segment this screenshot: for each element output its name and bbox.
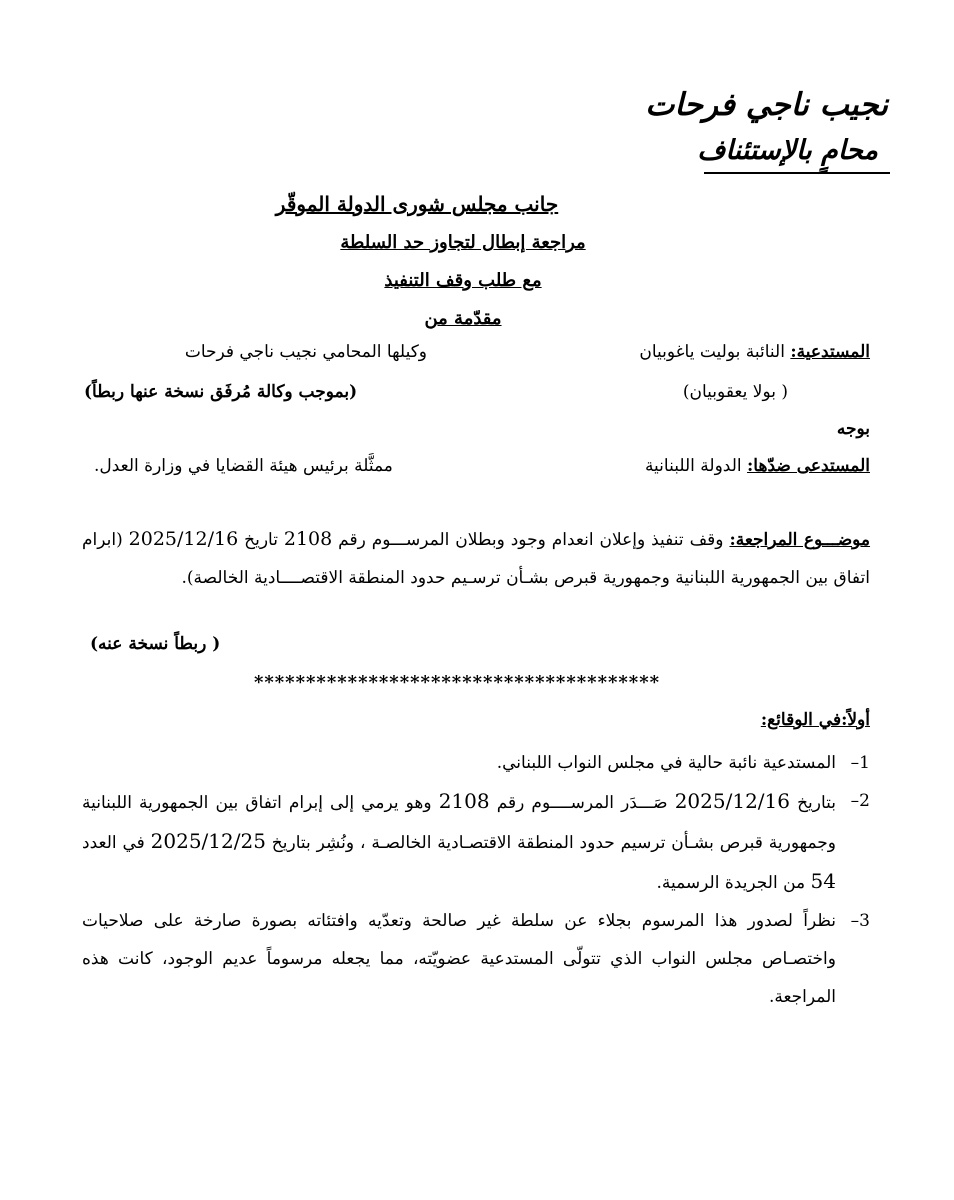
separator-line	[0, 672, 954, 693]
separator-stars: ***************************************	[253, 672, 661, 693]
respondent-representative: ممثَّلة برئيس هيئة القضايا في وزارة العدل.	[94, 456, 393, 476]
applicant-name: النائبة بوليت ياغوبيان	[639, 342, 785, 362]
subject-label: موضـــوع المراجعة:	[729, 530, 871, 550]
fact-number: 3–	[850, 911, 870, 931]
fact-text	[82, 782, 836, 902]
lawyer-name: نجيب ناجي فرحات	[645, 87, 888, 123]
submitted-by-heading: مقدّمة من	[424, 308, 502, 329]
court-heading: جانب مجلس شورى الدولة الموقّر	[275, 192, 559, 216]
fact-2-issue-number: 54	[810, 869, 836, 893]
agency-note: (بموجب وكالة مُرفَق نسخة عنها ربطاً)	[84, 382, 358, 402]
applicant-alias: ( بولا يعقوبيان)	[682, 382, 788, 402]
against-word: بوجه	[836, 419, 870, 439]
copy-attached-note: ( ربطاً نسخة عنه)	[90, 634, 221, 654]
stay-heading: مع طلب وقف التنفيذ	[384, 270, 542, 291]
fact-2-text-c: وهو يرمي إلى إبرام اتفاق بين الجمهورية اللبنانية وجمهورية قبرص بشـأن ترسيم حدود المنطقة الاقتصـادية الخالصـة ، ونُشِر بتاريخ	[82, 793, 836, 853]
subject-text-3: (ابرام اتفاق بين الجمهورية اللبنانية وجمهورية قبرص بشـأن ترسـيم حدود المنطقة الاقتصــــادية الخالصة).	[82, 530, 870, 588]
fact-number: 2–	[850, 791, 870, 811]
fact-2-text-b: صَـــدَر المرســــوم رقم	[496, 793, 668, 813]
fact-item-1	[82, 744, 870, 782]
fact-2-date-issued: 2025/12/16	[674, 789, 790, 813]
subject-paragraph	[82, 520, 870, 597]
fact-2-text-e: من الجريدة الرسمية.	[656, 873, 806, 893]
subject-decree-number: 2108	[283, 528, 333, 550]
fact-2-decree-number: 2108	[438, 789, 490, 813]
applicant-agent: وكيلها المحامي نجيب ناجي فرحات	[184, 342, 427, 362]
fact-2-text-a: بتاريخ	[797, 793, 837, 813]
respondent-name: الدولة اللبنانية	[644, 456, 742, 476]
letterhead-divider	[704, 172, 890, 174]
respondent-label: المستدعى ضدّها:	[747, 456, 870, 476]
lawyer-title: محامٍ بالإستئناف	[697, 135, 878, 166]
document-headings	[0, 184, 954, 338]
fact-text: المستدعية نائبة حالية في مجلس النواب اللبناني.	[496, 753, 836, 773]
fact-number: 1–	[850, 753, 870, 773]
fact-2-date-published: 2025/12/25	[150, 829, 266, 853]
facts-title: أولاً:في الوقائع:	[760, 710, 870, 730]
letterhead	[645, 82, 888, 174]
fact-2-text-d: في العدد	[82, 833, 145, 853]
subject-date: 2025/12/16	[128, 528, 239, 550]
facts-list	[82, 744, 870, 1016]
applicant-label: المستدعية:	[790, 342, 870, 362]
fact-item-3	[82, 902, 870, 1016]
review-heading: مراجعة إبطال لتجاوز حد السلطة	[340, 232, 586, 253]
fact-text: نظراً لصدور هذا المرسوم بجلاء عن سلطة غير صالحة وتعدّيه وافتئاته بصورة صارخة على صلاحيات واختصـاص مجلس النواب الذي تتولّى المستدعية عضويّته، مما يجعله مرسوماً عديم الوجود، كانت هذه المراجعة.	[82, 911, 836, 1007]
fact-item-2	[82, 782, 870, 902]
subject-text-1: وقف تنفيذ وإعلان انعدام وجود وبطلان المرســـوم رقم	[338, 530, 724, 550]
subject-text-2: تاريخ	[244, 530, 278, 550]
